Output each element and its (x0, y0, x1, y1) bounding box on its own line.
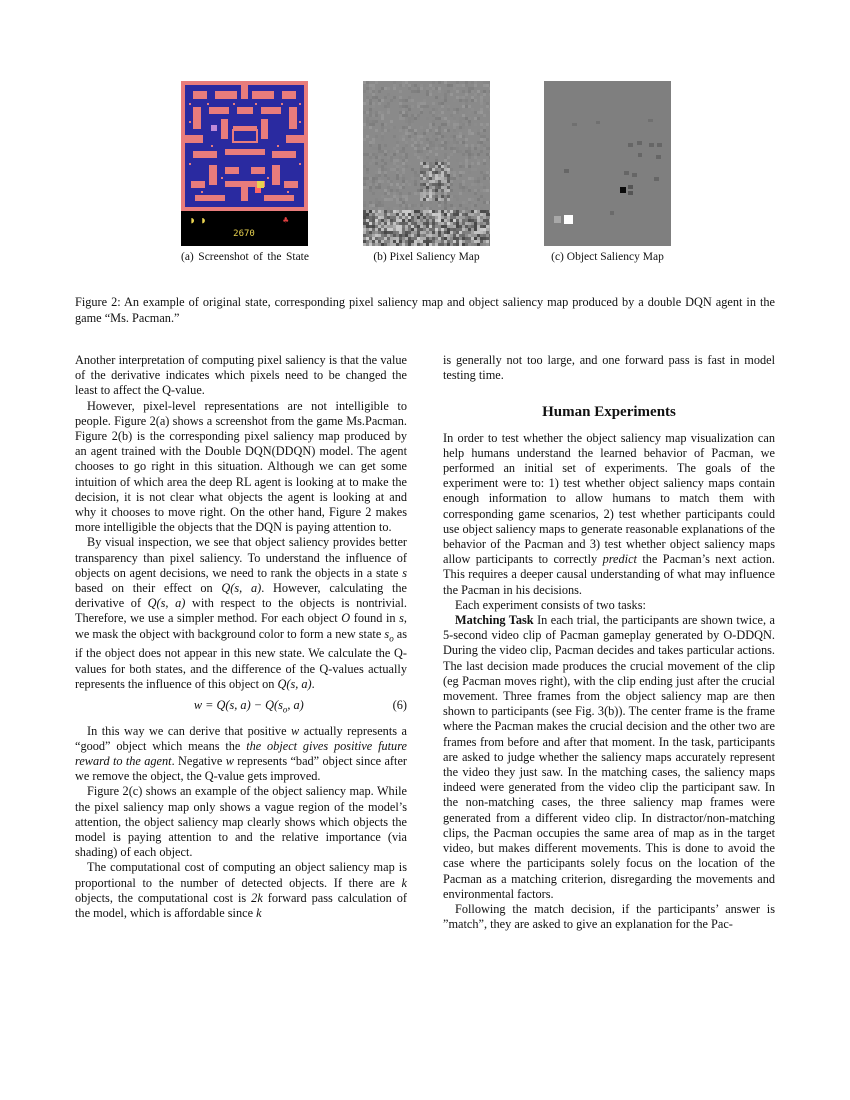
paragraph: However, pixel-level representations are not intelligible to people. Figure 2(a) shows a screenshot from the game Ms.Pacman. Figure 2(b) is the corresponding pixel saliency map produced by an agent trained with the Double DQN(DDQN) model. The agent chooses to go right in this situation. Although we can get some intuition of which area the deep RL agent is looking at to make the decision, it is not clear what objects the agent is looking at and why it chooses to move right. On the other hand, Figure 2 makes more intelligible the objects that the DQN is paying attention to. (75, 398, 407, 535)
ghost-icon (211, 125, 217, 131)
pixel-saliency-map (363, 81, 490, 246)
game-score: 2670 (233, 229, 255, 239)
paragraph: is generally not too large, and one forward pass is fast in model testing time. (443, 353, 775, 383)
right-column (443, 353, 775, 932)
paragraph: The computational cost of computing an object saliency map is proportional to the number of detected objects. If there are k objects, the computational cost is 2k forward pass calculation of the model, which is affordable since k (75, 860, 407, 921)
equation-6: w = Q(s, $a) - Q(s_o$, a) (6) (75, 698, 407, 718)
equation-number: (6) (392, 697, 407, 712)
paragraph: Figure 2(c) shows an example of the object saliency map. While the pixel saliency map only shows a vague region of the model’s attention, the object saliency map clearly shows which objects the model is paying attention to and the relative importance (via shading) of each object. (75, 784, 407, 860)
pacman-screenshot (181, 81, 308, 246)
paragraph: Following the match decision, if the participants’ answer is ”match”, they are asked to give an explanation for the Pac- (443, 901, 775, 932)
paragraph: Each experiment consists of two tasks: (455, 597, 646, 612)
paragraph: Matching Task In each trial, the participants are shown twice, a 5-second video clip of Pacman gameplay generated by O-DDQN. During the video clip, Pacman decides and takes particular actions. The last decision made produces the crucial movement of the clip (eg Pacman moves right), with the clip ending just after the crucial movement. Three frames from the object saliency map are then shown to participants (see Fig. 3(b)). The center frame is the frame where the Pacman makes the crucial decision and the other two are frames from before and after that moment. In the task, participants are asked to judge whether the saliency maps accurately represent the video they just saw. In the matching cases, the saliency maps indeed were generated from the video clip the participant saw. In the non-matching cases, the three saliency map frames were generated from a different video clip. In distractor/non-matching clips, the Pacman occupies the same area of map as in the target video, but makes different movements. This is done to avoid the case where the participants solely focus on the location of the Pacman as a matching criterion, disregarding the movements and environmental factors. (443, 613, 775, 901)
subcaption-c: (c) Object Saliency Map (551, 251, 664, 263)
subcaption-a: (a) Screenshot of the State (181, 251, 309, 263)
section-title: Human Experiments (542, 404, 676, 421)
run-in-heading: Matching Task (455, 613, 534, 628)
lives-icon: ◗ ◗ (190, 216, 207, 226)
object-saliency-map (544, 81, 671, 246)
subcaption-b: (b) Pixel Saliency Map (373, 251, 480, 263)
left-column (75, 353, 407, 921)
paragraph: In this way we can derive that positive w actually represents a “good” object which means the the object gives positive future reward to the agent. Negative w represents “bad” object since after we remove the object, the Q-value gets improved. (75, 723, 407, 784)
fruit-icon: ♣ (283, 216, 289, 226)
paragraph: Another interpretation of computing pixel saliency is that the value of the derivative indicates which pixels need to be changed the least to affect the Q-value. (75, 353, 407, 398)
paragraph: By visual inspection, we see that object saliency provides better transparency than pixel saliency. To understand the influence of objects on agent decisions, we need to rank the objects in a state s based on their effect on Q(s, a). However, calculating the derivative of Q(s, a) with respect to the objects is nontrivial. Therefore, we use a simpler method. For each object O found in s, we mask the object with background color to form a new state $s_o$ as if the object does not appear in this new state. We calculate the Q-values for both states, and the difference of the Q-values actually represents the influence of this object on Q(s, a). (75, 535, 408, 691)
pacman-icon (257, 181, 264, 188)
figure-caption: Figure 2: An example of original state, corresponding pixel saliency map and object saliency map produced by a double DQN agent in the game “Ms. Pacman.” (75, 295, 775, 325)
paragraph: In order to test whether the object saliency map visualization can help humans understand the learned behavior of Pacman, we performed an initial set of experiments. The goals of the experiment were to: 1) test whether object saliency maps contain enough information to allow humans to match them with corresponding game scenarios, 2) test whether participants could use object saliency maps to generate reasonable explanations of the behavior of the Pacman and 3) test whether object saliency maps allow participants to correctly predict the Pacman’s next action. This requires a deeper causal understanding of what may influence the Pacman in his decisions. (443, 430, 775, 597)
